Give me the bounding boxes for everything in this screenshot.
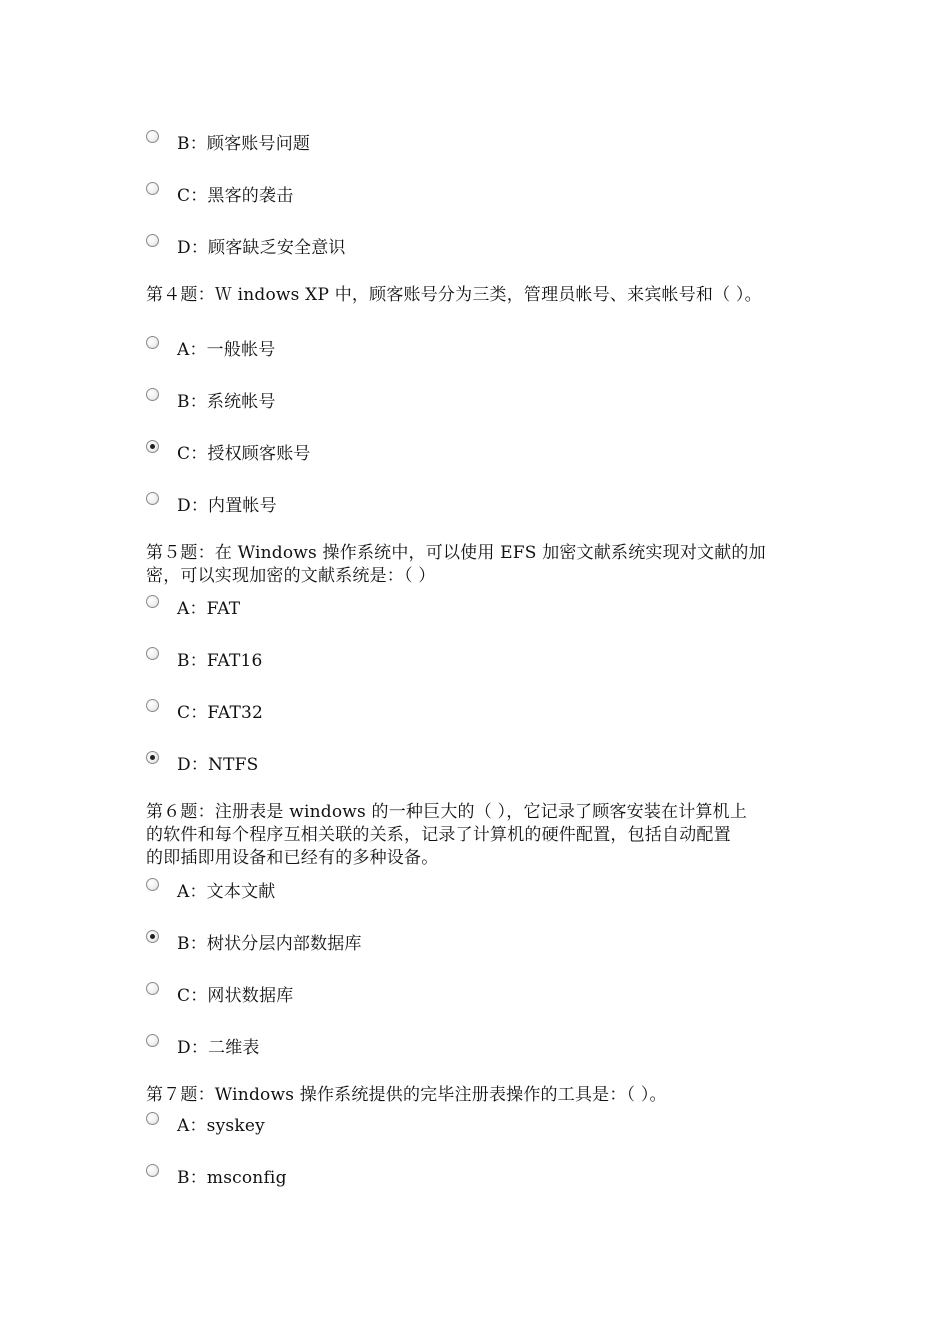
q6-option-c[interactable] <box>146 981 293 1007</box>
option-label: B：系统帐号 <box>177 392 276 412</box>
option-label: C：FAT32 <box>177 703 264 723</box>
radio-unchecked-icon[interactable] <box>146 1112 159 1125</box>
q4-option-b[interactable] <box>146 387 276 413</box>
question-5-title: 第５题：在 Windows 操作系统中，可以使用 EFS 加密文献系统实现对文献的加 密，可以实现加密的文献系统是：（ ） <box>146 543 766 586</box>
option-label: D：内置帐号 <box>177 496 277 516</box>
q4-option-a[interactable] <box>146 335 275 361</box>
radio-unchecked-icon[interactable] <box>146 982 159 995</box>
q6-option-a[interactable] <box>146 877 275 903</box>
q5-option-c[interactable] <box>146 698 263 724</box>
radio-unchecked-icon[interactable] <box>146 336 159 349</box>
question-4-title: 第４题：Ｗ indows XP 中，顾客账号分为三类，管理员帐号、来宾帐号和（ ）。 <box>146 285 762 305</box>
q4-option-d[interactable] <box>146 491 277 517</box>
radio-unchecked-icon[interactable] <box>146 595 159 608</box>
radio-unchecked-icon[interactable] <box>146 492 159 505</box>
q5-option-d[interactable] <box>146 750 259 776</box>
q6-option-d[interactable] <box>146 1033 260 1059</box>
option-label: B：树状分层内部数据库 <box>177 934 362 954</box>
option-label: C：黑客的袭击 <box>177 186 294 206</box>
option-label: C：授权顾客账号 <box>177 444 311 464</box>
radio-unchecked-icon[interactable] <box>146 699 159 712</box>
option-label: B：msconfig <box>177 1168 287 1188</box>
radio-unchecked-icon[interactable] <box>146 130 159 143</box>
radio-unchecked-icon[interactable] <box>146 647 159 660</box>
radio-unchecked-icon[interactable] <box>146 182 159 195</box>
radio-checked-icon[interactable] <box>146 440 159 453</box>
q3-option-b[interactable] <box>146 129 310 155</box>
radio-unchecked-icon[interactable] <box>146 234 159 247</box>
option-label: D：顾客缺乏安全意识 <box>177 238 346 258</box>
q5-option-a[interactable] <box>146 594 240 620</box>
q5-option-b[interactable] <box>146 646 263 672</box>
option-label: C：网状数据库 <box>177 986 294 1006</box>
q3-option-c[interactable] <box>146 181 293 207</box>
radio-unchecked-icon[interactable] <box>146 1164 159 1177</box>
option-label: A：一般帐号 <box>177 340 276 360</box>
q7-option-a[interactable] <box>146 1111 265 1137</box>
radio-checked-icon[interactable] <box>146 930 159 943</box>
option-label: D：二维表 <box>177 1038 260 1058</box>
question-7-title: 第７题：Windows 操作系统提供的完毕注册表操作的工具是：（ ）。 <box>146 1085 667 1105</box>
radio-unchecked-icon[interactable] <box>146 388 159 401</box>
option-label: A：FAT <box>177 599 241 619</box>
q7-option-b[interactable] <box>146 1163 287 1189</box>
q4-option-c[interactable] <box>146 439 311 465</box>
option-label: A：syskey <box>177 1116 265 1136</box>
option-label: D：NTFS <box>177 755 259 775</box>
q3-option-d[interactable] <box>146 233 346 259</box>
radio-checked-icon[interactable] <box>146 751 159 764</box>
option-label: A：文本文献 <box>177 882 276 902</box>
option-label: B：顾客账号问题 <box>177 134 311 154</box>
radio-unchecked-icon[interactable] <box>146 1034 159 1047</box>
q6-option-b[interactable] <box>146 929 362 955</box>
radio-unchecked-icon[interactable] <box>146 878 159 891</box>
question-6-title: 第６题：注册表是 windows 的一种巨大的（ ），它记录了顾客安装在计算机上 的软件和每个程序互相关联的关系，记录了计算机的硬件配置，包括自动配置 的即插即用设备和已经有的多种设备。 <box>146 802 748 868</box>
option-label: B：FAT16 <box>177 651 263 671</box>
